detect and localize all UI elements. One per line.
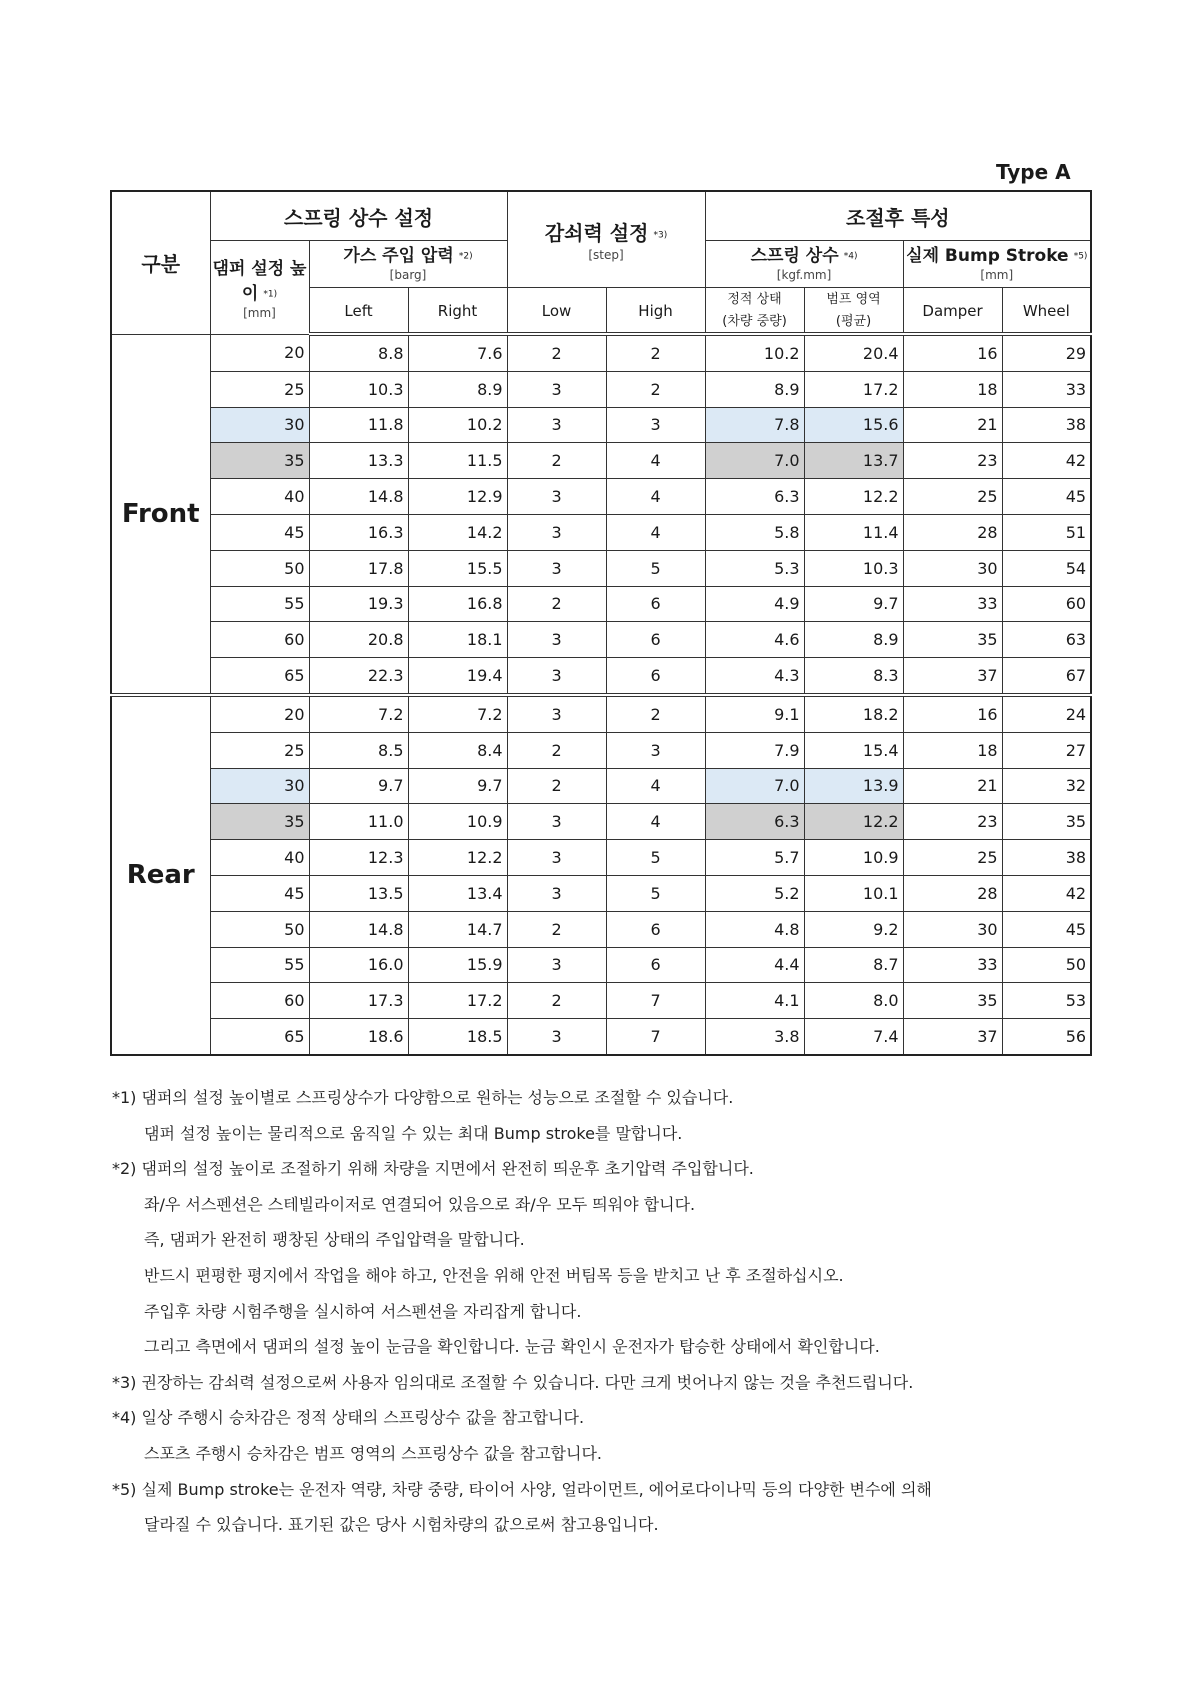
damping-setting-header: 감쇠력 설정 *3) [step] bbox=[507, 191, 705, 288]
table-cell: 45 bbox=[210, 514, 309, 550]
table-cell: 6 bbox=[606, 622, 705, 658]
table-cell: 8.9 bbox=[705, 371, 804, 407]
table-cell: 6 bbox=[606, 586, 705, 622]
table-cell: 33 bbox=[903, 586, 1002, 622]
table-cell: 2 bbox=[507, 334, 606, 371]
table-cell: 10.3 bbox=[309, 371, 408, 407]
table-cell: 17.8 bbox=[309, 550, 408, 586]
table-cell: 21 bbox=[903, 768, 1002, 804]
table-cell: 13.5 bbox=[309, 875, 408, 911]
table-cell: 10.9 bbox=[804, 840, 903, 876]
table-cell: 30 bbox=[903, 911, 1002, 947]
footnote-line: 그리고 측면에서 댐퍼의 설정 높이 눈금을 확인합니다. 눈금 확인시 운전자가 탑승한 상태에서 확인합니다. bbox=[144, 1337, 880, 1357]
table-cell: 15.9 bbox=[408, 947, 507, 983]
table-cell: 4 bbox=[606, 768, 705, 804]
table-cell: 20.4 bbox=[804, 334, 903, 371]
footnote-line: 즉, 댐퍼가 완전히 팽창된 상태의 주입압력을 말합니다. bbox=[144, 1230, 525, 1250]
table-row bbox=[111, 586, 1091, 622]
footnote-line: 좌/우 서스펜션은 스테빌라이저로 연결되어 있음으로 좌/우 모두 띄워야 합니다. bbox=[144, 1194, 696, 1214]
table-cell: 10.2 bbox=[705, 334, 804, 371]
table-cell: 3.8 bbox=[705, 1019, 804, 1055]
table-cell: 12.2 bbox=[408, 840, 507, 876]
table-cell: 50 bbox=[1002, 947, 1091, 983]
table-cell: 10.1 bbox=[804, 875, 903, 911]
table-cell: 19.3 bbox=[309, 586, 408, 622]
group-header: 구분 bbox=[111, 191, 210, 334]
table-cell: 4 bbox=[606, 443, 705, 479]
table-cell: 13.4 bbox=[408, 875, 507, 911]
table-cell: 3 bbox=[507, 695, 606, 732]
wheel-header: Wheel bbox=[1002, 288, 1091, 335]
table-cell: 45 bbox=[1002, 911, 1091, 947]
table-cell: 18.2 bbox=[804, 695, 903, 732]
type-label: Type A bbox=[996, 160, 1071, 184]
footnote-line: 스포츠 주행시 승차감은 범프 영역의 스프링상수 값을 참고합니다. bbox=[144, 1443, 603, 1463]
footnote-line: 댐퍼 설정 높이는 물리적으로 움직일 수 있는 최대 Bump stroke를 말합니다. bbox=[144, 1123, 683, 1143]
group-label: Rear bbox=[111, 695, 210, 1055]
table-cell: 7.2 bbox=[309, 695, 408, 732]
table-row bbox=[111, 840, 1091, 876]
table-cell: 18 bbox=[903, 371, 1002, 407]
table-cell: 8.8 bbox=[309, 334, 408, 371]
table-cell: 4.6 bbox=[705, 622, 804, 658]
table-cell: 7.4 bbox=[804, 1019, 903, 1055]
table-cell: 2 bbox=[606, 334, 705, 371]
table-cell: 42 bbox=[1002, 443, 1091, 479]
table-cell: 7.0 bbox=[705, 768, 804, 804]
table-cell: 6.3 bbox=[705, 804, 804, 840]
table-cell: 3 bbox=[507, 875, 606, 911]
footnote-line: 주입후 차량 시험주행을 실시하여 서스펜션을 자리잡게 합니다. bbox=[144, 1301, 582, 1321]
table-cell: 9.7 bbox=[309, 768, 408, 804]
bumpzone-header: 범프 영역 (평균) bbox=[804, 288, 903, 335]
table-cell: 20 bbox=[210, 695, 309, 732]
table-row bbox=[111, 514, 1091, 550]
table-cell: 25 bbox=[903, 840, 1002, 876]
table-cell: 16.3 bbox=[309, 514, 408, 550]
table-cell: 2 bbox=[507, 983, 606, 1019]
table-cell: 9.7 bbox=[804, 586, 903, 622]
table-cell: 14.8 bbox=[309, 479, 408, 515]
table-cell: 7.8 bbox=[705, 407, 804, 443]
table-cell: 14.2 bbox=[408, 514, 507, 550]
table-row bbox=[111, 1019, 1091, 1055]
table-cell: 5 bbox=[606, 840, 705, 876]
bump-stroke-header: 실제 Bump Stroke *5) [mm] bbox=[903, 241, 1091, 288]
table-row bbox=[111, 875, 1091, 911]
footnote-line: *3) 권장하는 감쇠력 설정으로써 사용자 임의대로 조절할 수 있습니다. 다만 크게 벗어나지 않는 것을 추천드립니다. bbox=[112, 1372, 914, 1392]
table-cell: 27 bbox=[1002, 732, 1091, 768]
table-cell: 60 bbox=[210, 983, 309, 1019]
table-cell: 20.8 bbox=[309, 622, 408, 658]
table-cell: 3 bbox=[507, 947, 606, 983]
high-header: High bbox=[606, 288, 705, 335]
footnote-line: *5) 실제 Bump stroke는 운전자 역량, 차량 중량, 타이어 사양, 얼라이먼트, 에어로다이나믹 등의 다양한 변수에 의해 bbox=[112, 1479, 932, 1499]
table-cell: 17.3 bbox=[309, 983, 408, 1019]
table-cell: 16 bbox=[903, 695, 1002, 732]
table-cell: 9.7 bbox=[408, 768, 507, 804]
table-cell: 3 bbox=[507, 479, 606, 515]
damper-header: Damper bbox=[903, 288, 1002, 335]
table-cell: 3 bbox=[507, 371, 606, 407]
table-cell: 8.7 bbox=[804, 947, 903, 983]
table-cell: 24 bbox=[1002, 695, 1091, 732]
table-cell: 3 bbox=[507, 1019, 606, 1055]
table-cell: 3 bbox=[606, 407, 705, 443]
table-cell: 8.3 bbox=[804, 658, 903, 695]
table-cell: 18.6 bbox=[309, 1019, 408, 1055]
footnote-line: *2) 댐퍼의 설정 높이로 조절하기 위해 차량을 지면에서 완전히 띄운후 초기압력 주입합니다. bbox=[112, 1159, 754, 1179]
spring-rate-header: 스프링 상수 *4) [kgf.mm] bbox=[705, 241, 903, 288]
footnote-line: 반드시 편평한 평지에서 작업을 해야 하고, 안전을 위해 안전 버팀목 등을 받치고 난 후 조절하십시오. bbox=[144, 1265, 844, 1285]
table-cell: 17.2 bbox=[804, 371, 903, 407]
table-cell: 4.4 bbox=[705, 947, 804, 983]
table-cell: 13.9 bbox=[804, 768, 903, 804]
gas-pressure-header: 가스 주입 압력 *2) [barg] bbox=[309, 241, 507, 288]
table-cell: 4.9 bbox=[705, 586, 804, 622]
table-body bbox=[111, 334, 1091, 1055]
spec-table bbox=[110, 190, 1092, 1056]
spring-setting-header: 스프링 상수 설정 bbox=[210, 191, 507, 241]
table-cell: 45 bbox=[1002, 479, 1091, 515]
table-cell: 6 bbox=[606, 947, 705, 983]
table-cell: 25 bbox=[210, 732, 309, 768]
table-cell: 12.9 bbox=[408, 479, 507, 515]
table-row bbox=[111, 407, 1091, 443]
table-cell: 13.3 bbox=[309, 443, 408, 479]
table-cell: 16.8 bbox=[408, 586, 507, 622]
table-cell: 2 bbox=[507, 911, 606, 947]
table-cell: 12.2 bbox=[804, 804, 903, 840]
table-cell: 3 bbox=[507, 804, 606, 840]
table-cell: 30 bbox=[903, 550, 1002, 586]
table-cell: 9.2 bbox=[804, 911, 903, 947]
table-row bbox=[111, 768, 1091, 804]
table-cell: 18.1 bbox=[408, 622, 507, 658]
table-cell: 7.0 bbox=[705, 443, 804, 479]
table-cell: 22.3 bbox=[309, 658, 408, 695]
table-cell: 56 bbox=[1002, 1019, 1091, 1055]
table-cell: 28 bbox=[903, 875, 1002, 911]
table-cell: 8.0 bbox=[804, 983, 903, 1019]
table-cell: 3 bbox=[507, 550, 606, 586]
table-row bbox=[111, 732, 1091, 768]
table-row bbox=[111, 947, 1091, 983]
table-cell: 4 bbox=[606, 804, 705, 840]
table-row bbox=[111, 658, 1091, 695]
table-cell: 5.8 bbox=[705, 514, 804, 550]
table-cell: 35 bbox=[210, 443, 309, 479]
table-cell: 25 bbox=[903, 479, 1002, 515]
table-cell: 40 bbox=[210, 840, 309, 876]
table-cell: 28 bbox=[903, 514, 1002, 550]
table-cell: 16.0 bbox=[309, 947, 408, 983]
table-cell: 2 bbox=[507, 586, 606, 622]
table-cell: 7 bbox=[606, 983, 705, 1019]
footnote-line: *4) 일상 주행시 승차감은 정적 상태의 스프링상수 값을 참고합니다. bbox=[112, 1408, 585, 1428]
table-cell: 4.1 bbox=[705, 983, 804, 1019]
group-label: Front bbox=[111, 334, 210, 695]
table-cell: 10.9 bbox=[408, 804, 507, 840]
table-cell: 55 bbox=[210, 947, 309, 983]
table-cell: 14.7 bbox=[408, 911, 507, 947]
table-cell: 50 bbox=[210, 911, 309, 947]
table-cell: 8.9 bbox=[408, 371, 507, 407]
table-cell: 7.9 bbox=[705, 732, 804, 768]
table-cell: 11.4 bbox=[804, 514, 903, 550]
table-cell: 38 bbox=[1002, 840, 1091, 876]
footnote-line: *1) 댐퍼의 설정 높이별로 스프링상수가 다양함으로 원하는 성능으로 조절할 수 있습니다. bbox=[112, 1088, 734, 1107]
table-row bbox=[111, 911, 1091, 947]
table-cell: 4 bbox=[606, 514, 705, 550]
static-header: 정적 상태 (차량 중량) bbox=[705, 288, 804, 335]
height-header: 댐퍼 설정 높이 *1) [mm] bbox=[210, 241, 309, 335]
table-cell: 37 bbox=[903, 658, 1002, 695]
table-cell: 40 bbox=[210, 479, 309, 515]
table-cell: 29 bbox=[1002, 334, 1091, 371]
table-cell: 2 bbox=[606, 371, 705, 407]
table-cell: 23 bbox=[903, 804, 1002, 840]
table-cell: 8.5 bbox=[309, 732, 408, 768]
table-cell: 3 bbox=[507, 658, 606, 695]
table-cell: 42 bbox=[1002, 875, 1091, 911]
table-cell: 51 bbox=[1002, 514, 1091, 550]
table-cell: 60 bbox=[210, 622, 309, 658]
table-cell: 15.4 bbox=[804, 732, 903, 768]
table-cell: 3 bbox=[606, 732, 705, 768]
table-cell: 35 bbox=[903, 622, 1002, 658]
table-cell: 5.2 bbox=[705, 875, 804, 911]
table-row bbox=[111, 371, 1091, 407]
table-cell: 21 bbox=[903, 407, 1002, 443]
table-cell: 23 bbox=[903, 443, 1002, 479]
table-row bbox=[111, 334, 1091, 371]
table-cell: 8.9 bbox=[804, 622, 903, 658]
table-cell: 35 bbox=[1002, 804, 1091, 840]
table-cell: 18.5 bbox=[408, 1019, 507, 1055]
table-row bbox=[111, 804, 1091, 840]
table-cell: 15.5 bbox=[408, 550, 507, 586]
table-row bbox=[111, 550, 1091, 586]
table-cell: 55 bbox=[210, 586, 309, 622]
table-cell: 8.4 bbox=[408, 732, 507, 768]
table-cell: 5.7 bbox=[705, 840, 804, 876]
table-cell: 4.3 bbox=[705, 658, 804, 695]
table-cell: 3 bbox=[507, 514, 606, 550]
table-cell: 2 bbox=[507, 732, 606, 768]
table-cell: 4.8 bbox=[705, 911, 804, 947]
table-cell: 2 bbox=[507, 443, 606, 479]
table-cell: 5.3 bbox=[705, 550, 804, 586]
table-cell: 3 bbox=[507, 840, 606, 876]
table-cell: 35 bbox=[903, 983, 1002, 1019]
table-cell: 4 bbox=[606, 479, 705, 515]
table-cell: 30 bbox=[210, 407, 309, 443]
table-cell: 3 bbox=[507, 622, 606, 658]
table-cell: 45 bbox=[210, 875, 309, 911]
table-cell: 11.0 bbox=[309, 804, 408, 840]
table-cell: 25 bbox=[210, 371, 309, 407]
table-cell: 54 bbox=[1002, 550, 1091, 586]
table-cell: 2 bbox=[507, 768, 606, 804]
table-cell: 15.6 bbox=[804, 407, 903, 443]
table-cell: 60 bbox=[1002, 586, 1091, 622]
table-cell: 33 bbox=[903, 947, 1002, 983]
table-cell: 14.8 bbox=[309, 911, 408, 947]
table-cell: 16 bbox=[903, 334, 1002, 371]
table-cell: 67 bbox=[1002, 658, 1091, 695]
left-header: Left bbox=[309, 288, 408, 335]
table-cell: 12.2 bbox=[804, 479, 903, 515]
table-cell: 12.3 bbox=[309, 840, 408, 876]
table-cell: 5 bbox=[606, 550, 705, 586]
table-cell: 18 bbox=[903, 732, 1002, 768]
table-cell: 20 bbox=[210, 334, 309, 371]
table-cell: 33 bbox=[1002, 371, 1091, 407]
right-header: Right bbox=[408, 288, 507, 335]
table-cell: 7.2 bbox=[408, 695, 507, 732]
table-row bbox=[111, 695, 1091, 732]
table-cell: 30 bbox=[210, 768, 309, 804]
table-cell: 5 bbox=[606, 875, 705, 911]
table-cell: 17.2 bbox=[408, 983, 507, 1019]
table-cell: 35 bbox=[210, 804, 309, 840]
footnotes bbox=[112, 1080, 1112, 1543]
table-cell: 13.7 bbox=[804, 443, 903, 479]
table-cell: 65 bbox=[210, 1019, 309, 1055]
table-row bbox=[111, 443, 1091, 479]
table-row bbox=[111, 983, 1091, 1019]
table-cell: 53 bbox=[1002, 983, 1091, 1019]
table-cell: 10.3 bbox=[804, 550, 903, 586]
table-cell: 6.3 bbox=[705, 479, 804, 515]
footnote-line: 달라질 수 있습니다. 표기된 값은 당사 시험차량의 값으로써 참고용입니다. bbox=[144, 1515, 659, 1535]
table-row bbox=[111, 622, 1091, 658]
table-cell: 63 bbox=[1002, 622, 1091, 658]
table-cell: 2 bbox=[606, 695, 705, 732]
table-cell: 38 bbox=[1002, 407, 1091, 443]
table-cell: 9.1 bbox=[705, 695, 804, 732]
table-cell: 32 bbox=[1002, 768, 1091, 804]
table-cell: 65 bbox=[210, 658, 309, 695]
table-cell: 50 bbox=[210, 550, 309, 586]
table-cell: 37 bbox=[903, 1019, 1002, 1055]
table-cell: 10.2 bbox=[408, 407, 507, 443]
table-cell: 19.4 bbox=[408, 658, 507, 695]
table-cell: 7 bbox=[606, 1019, 705, 1055]
low-header: Low bbox=[507, 288, 606, 335]
table-cell: 7.6 bbox=[408, 334, 507, 371]
table-cell: 6 bbox=[606, 658, 705, 695]
table-cell: 11.5 bbox=[408, 443, 507, 479]
table-cell: 3 bbox=[507, 407, 606, 443]
table-cell: 11.8 bbox=[309, 407, 408, 443]
after-adjust-header: 조절후 특성 bbox=[705, 191, 1091, 241]
table-row bbox=[111, 479, 1091, 515]
table-cell: 6 bbox=[606, 911, 705, 947]
